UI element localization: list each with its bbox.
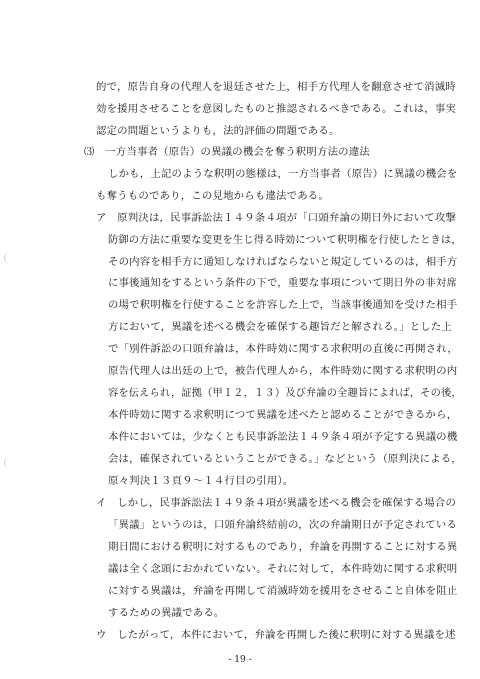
text-line: も奪うものであり，この見地からも違法である。 [96,190,329,202]
text-line: で「別件訴訟の口頭弁論は，本件時効に関する求釈明の直後に再開され， [108,343,459,355]
text-line: ウ したがって，本件において，弁論を再開した後に釈明に対する異議を述 [96,629,456,641]
text-line: 本件においては，少なくとも民事訴訟法１４９条４項が予定する異議の機 [108,431,458,443]
text-line: 効を援用させることを意図したものと推認されるべきである。これは，事実 [96,103,457,115]
text-line: するための異議である。 [108,607,225,619]
text-line: その内容を相手方に通知しなければならないと規定しているのは，相手方 [108,256,458,268]
text-line: に事後通知をするという条件の下で，重要な事項について期日外の非対席 [108,277,458,289]
text-line: 本件時効に関する求釈明につて異議を述べたと認めることができるから， [108,409,458,421]
text-line: 会は，確保されているということができる。」などという（原判決による， [108,453,462,465]
text-line: 原告代理人は出廷の上で，被告代理人から，本件時効に関する求釈明の内 [108,365,458,377]
section-heading: ⑶ 一方当事者（原告）の異議の機会を奪う釈明方法の違法 [84,146,370,158]
text-line: 期日間における釈明に対するものであり，弁論を再開することに対する異 [108,541,458,553]
text-line: 方において，異議を述べる機会を確保する趣旨だと解される。」とした上 [108,321,453,333]
punch-hole-mark [4,252,17,264]
text-line: 原々判決１３頁９～１４行目の引用）。 [108,475,294,487]
text-line: イ しかし，民事訴訟法１４９条４項が異議を述べる機会を確保する場合の [96,497,457,509]
text-line: しかも，上記のような釈明の態様は，一方当事者（原告）に異議の機会を [108,168,458,180]
page-number: - 19 - [228,655,252,665]
text-line: 議は全く念頭におかれていない。それに対して，本件時効に関する求釈明 [108,563,458,575]
text-line: 容を伝えられ，証拠（甲１２，１３）及び弁論の全趣旨によれば，その後， [108,387,462,399]
text-line: 防御の方法に重要な変更を生じ得る時効について釈明権を行使したときは， [108,234,462,246]
text-line: に対する異議は，弁論を再開して消滅時効を援用をさせること自体を阻止 [108,585,458,597]
text-line: 的で，原告自身の代理人を退廷させた上，相手方代理人を翻意させて消滅時 [96,81,456,93]
text-line: 認定の問題というよりも，法的評価の問題である。 [96,125,340,137]
punch-hole-mark [4,457,17,469]
text-line: の場で釈明権を行使することを許容した上で，当該事後通知を受けた相手 [108,299,458,311]
text-line: ア 原判決は，民事訴訟法１４９条４項が「口頭弁論の期日外において攻撃 [96,212,457,224]
text-line: 「異議」というのは，口頭弁論終結前の，次の弁論期日が予定されている [108,519,458,531]
